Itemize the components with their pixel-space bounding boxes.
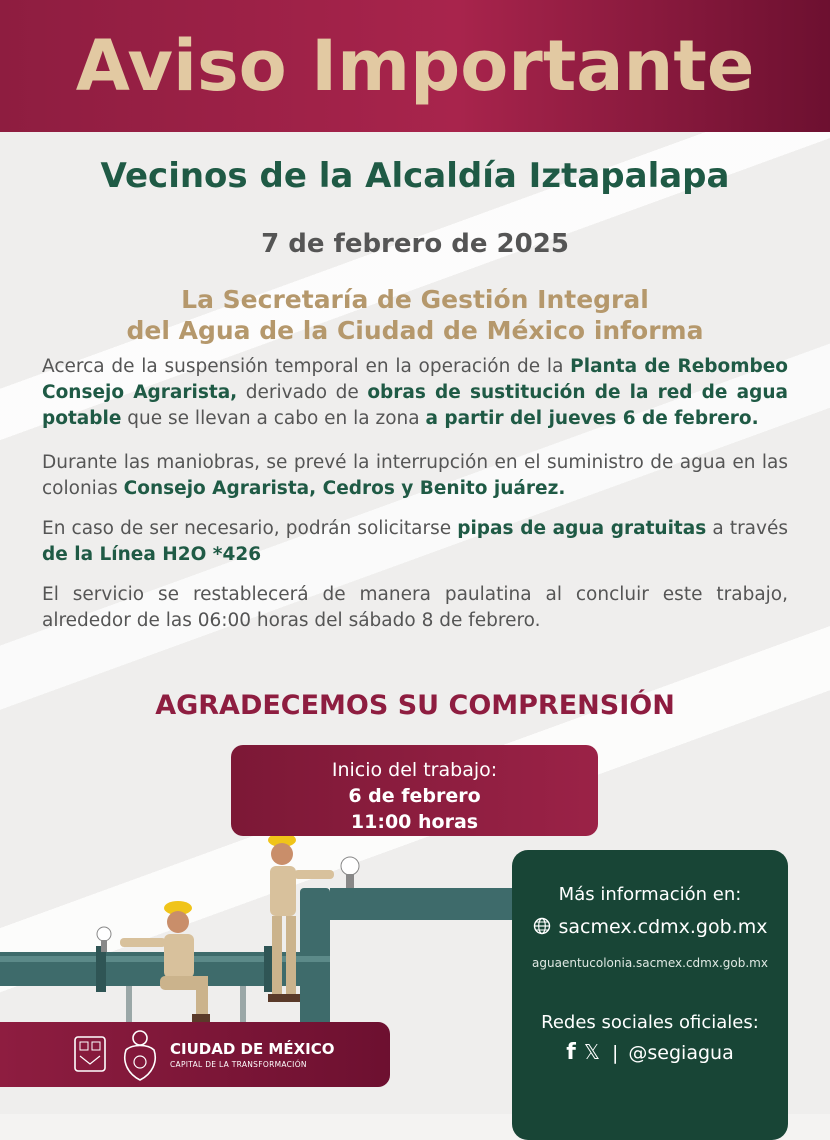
- website-text: sacmex.cdmx.gob.mx: [558, 916, 768, 938]
- highlight: a partir del jueves 6 de febrero.: [425, 408, 759, 429]
- paragraph-restoration: [42, 582, 788, 634]
- gauge: [97, 927, 111, 941]
- x-icon[interactable]: 𝕏: [583, 1040, 600, 1064]
- start-time: 11:00 horas: [350, 811, 479, 833]
- info-label: Más información en:: [558, 884, 742, 905]
- workers-pipe-illustration: [0, 830, 520, 1030]
- text: a través: [706, 518, 788, 539]
- issuer-heading: [0, 284, 830, 346]
- website-link[interactable]: [512, 916, 788, 938]
- facebook-icon[interactable]: f: [566, 1040, 576, 1065]
- audience-title: Vecinos de la Alcaldía Iztapalapa: [100, 156, 730, 196]
- gauge-stem: [101, 940, 107, 952]
- social-label: Redes sociales oficiales:: [541, 1012, 759, 1033]
- start-date: 6 de febrero: [348, 785, 481, 807]
- paragraph-interruption: [42, 450, 788, 502]
- highlight: de la Línea H2O *426: [42, 544, 262, 565]
- text: En caso de ser necesario, podrán solicitarse: [42, 518, 458, 539]
- thanks-heading: AGRADECEMOS SU COMPRENSIÓN: [155, 690, 675, 721]
- start-label: Inicio del trabajo:: [331, 759, 498, 781]
- text: que se llevan a cabo en la zona: [121, 408, 426, 429]
- text: Acerca de la suspensión temporal en la operación de la: [42, 356, 571, 377]
- gauge: [341, 857, 359, 875]
- globe-icon: [533, 917, 551, 935]
- city-name: CIUDAD DE MÉXICO: [170, 1040, 335, 1058]
- coat-of-arms-icon: [72, 1034, 108, 1074]
- text: El servicio se restablecerá de manera paulatina al concluir este trabajo, alrededor de las 06:00 horas del sábado 8 de febrero.: [42, 584, 788, 631]
- paragraph-water-trucks: [42, 516, 788, 568]
- issuer-line-2: del Agua de la Ciudad de México informa: [126, 316, 704, 345]
- notice-date: 7 de febrero de 2025: [261, 229, 569, 259]
- pipe-flange: [96, 946, 106, 992]
- social-handle[interactable]: @segiagua: [628, 1042, 734, 1064]
- city-tagline: CAPITAL DE LA TRANSFORMACIÓN: [170, 1060, 307, 1069]
- pipe-support: [240, 986, 246, 1026]
- pipe-support: [126, 986, 132, 1026]
- footer-brand-bar: [0, 1022, 390, 1087]
- pipe: [330, 888, 515, 920]
- separator: |: [611, 1042, 619, 1064]
- issuer-line-1: La Secretaría de Gestión Integral: [181, 285, 649, 314]
- highlight: Planta de Rebombeo Consejo Agrarista,: [42, 356, 788, 403]
- gauge-stem: [346, 874, 354, 888]
- highlight: pipas de agua gratuitas: [457, 518, 707, 539]
- text: derivado de: [237, 382, 368, 403]
- paragraph-suspension: [42, 354, 788, 432]
- text: Durante las maniobras, se prevé la interrupción en el suministro de agua en las colonias: [42, 452, 788, 499]
- info-panel: [512, 850, 788, 1140]
- secondary-website-link[interactable]: aguaentucolonia.sacmex.cdmx.gob.mx: [532, 956, 768, 970]
- header-banner: [0, 0, 830, 132]
- city-emblem-icon: [118, 1026, 162, 1084]
- page-title: Aviso Importante: [75, 25, 755, 107]
- work-start-box: [231, 745, 598, 836]
- highlight: obras de sustitución de la red de agua potable: [42, 382, 788, 429]
- social-links: [512, 1040, 788, 1065]
- highlight: Consejo Agrarista, Cedros y Benito juárez.: [123, 478, 566, 499]
